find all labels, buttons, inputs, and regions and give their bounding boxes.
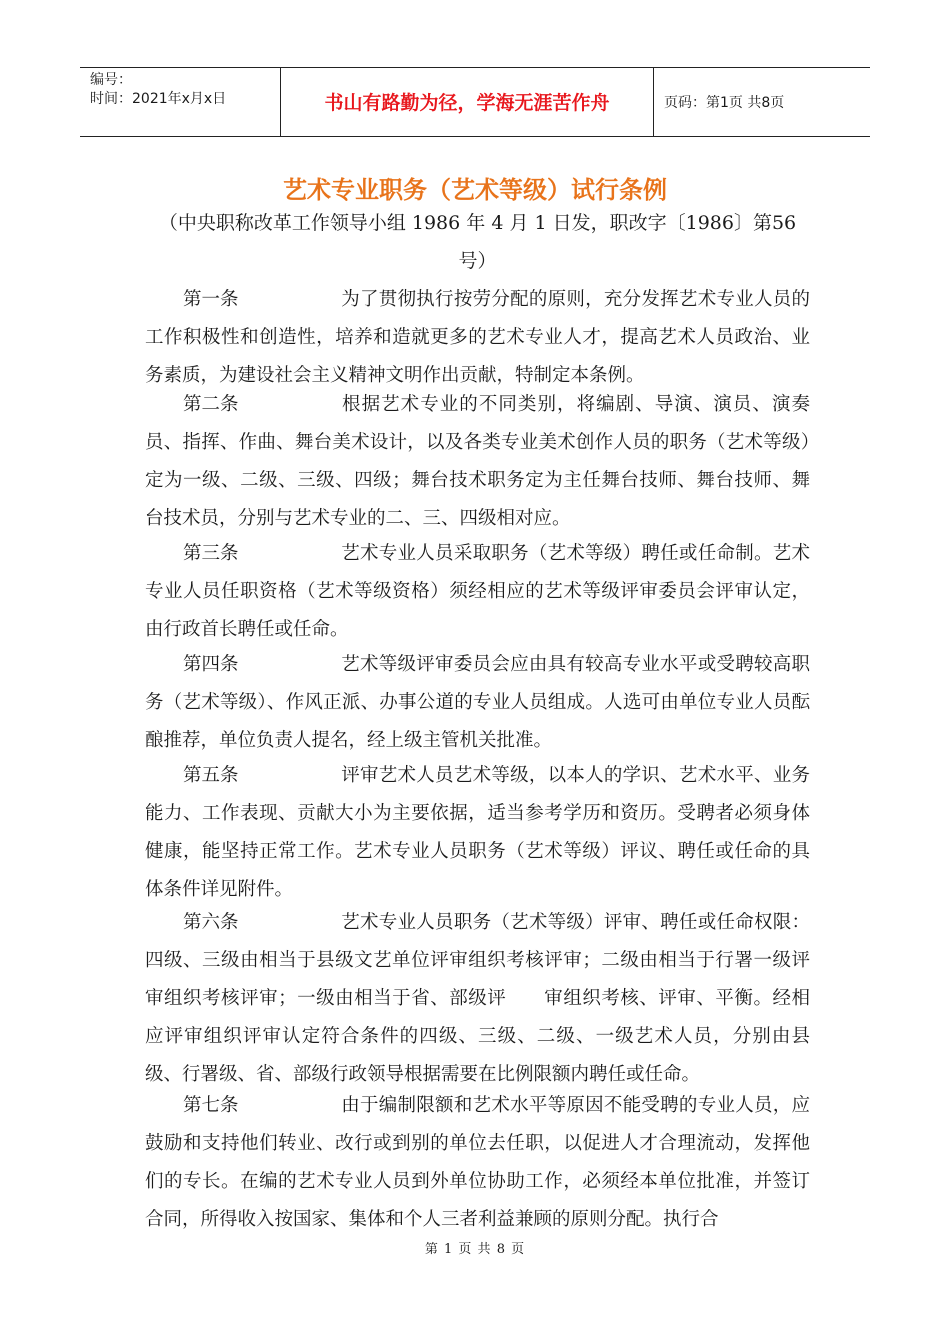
header-meta-cell: [80, 68, 281, 136]
article-6: [145, 904, 810, 1094]
article-1-text: 为了贯彻执行按劳分配的原则，充分发挥艺术专业人员的工作积极性和创造性，培养和造就更多的艺术专业人才，提高艺术人员政治、业务素质，为建设社会主义精神文明作出贡献，特制定本条例。: [145, 289, 810, 386]
article-3: [145, 535, 810, 649]
article-4-text: 艺术等级评审委员会应由具有较高专业水平或受聘较高职务（艺术等级）、作风正派、办事公道的专业人员组成。人选可由单位专业人员酝酿推荐，单位负责人提名，经上级主管机关批准。: [145, 654, 810, 751]
article-5-text: 评审艺术人员艺术等级，以本人的学识、艺术水平、业务能力、工作表现、贡献大小为主要依据，适当参考学历和资历。受聘者必须身体健康，能坚持正常工作。艺术专业人员职务（艺术等级）评议、聘任或任命的具体条件详见附件。: [145, 765, 810, 900]
article-4-head: 第四条: [183, 654, 239, 675]
page-footer: 第 1 页 共 8 页: [424, 1242, 526, 1257]
article-2: [145, 386, 810, 538]
article-7: [145, 1087, 810, 1239]
header-page-info: 页码：第1页 共8页: [664, 95, 785, 111]
header-motto: 书山有路勤为径，学海无涯苦作舟: [281, 68, 654, 136]
article-2-text: 根据艺术专业的不同类别，将编剧、导演、演员、演奏员、指挥、作曲、舞台美术设计，以及各类专业美术创作人员的职务（艺术等级）定为一级、二级、三级、四级；舞台技术职务定为主任舞台技师、舞台技师、舞台技术员，分别与艺术专业的二、三、四级相对应。: [145, 394, 810, 529]
article-3-head: 第三条: [183, 543, 239, 564]
article-6-head: 第六条: [183, 912, 239, 933]
number-label: 编号：: [90, 72, 132, 88]
article-2-head: 第二条: [183, 394, 239, 415]
document-subtitle: （中央职称改革工作领导小组 1986 年 4 月 1 日发，职改字〔1986〕第56号）: [158, 212, 797, 272]
article-5: [145, 757, 810, 909]
document-title: 艺术专业职务（艺术等级）试行条例: [283, 176, 667, 204]
article-7-text: 由于编制限额和艺术水平等原因不能受聘的专业人员，应鼓励和支持他们转业、改行或到别的单位去任职，以促进人才合理流动，发挥他们的专长。在编的艺术专业人员到外单位协助工作，必须经本单位批准，并签订合同，所得收入按国家、集体和个人三者利益兼顾的原则分配。执行合: [145, 1095, 810, 1230]
time-label: 时间：2021年x月x日: [90, 91, 227, 107]
article-7-head: 第七条: [183, 1095, 239, 1116]
article-4: [145, 646, 810, 760]
article-1: [145, 281, 810, 395]
header-table: [80, 67, 870, 137]
article-3-text: 艺术专业人员采取职务（艺术等级）聘任或任命制。艺术专业人员任职资格（艺术等级资格）须经相应的艺术等级评审委员会评审认定，由行政首长聘任或任命。: [145, 543, 810, 640]
article-1-head: 第一条: [183, 289, 239, 310]
article-6-text: 艺术专业人员职务（艺术等级）评审、聘任或任命权限：四级、三级由相当于县级文艺单位评审组织考核评审；二级由相当于行署一级评审组织考核评审；一级由相当于省、部级评 审组织考核、评审、平衡。经相应评审组织评审认定符合条件的四级、三级、二级、一级艺术人员，分别由县级、行署级、省、部级行政领导根据需要在比例限额内聘任或任命。: [145, 912, 810, 1085]
article-5-head: 第五条: [183, 765, 239, 786]
